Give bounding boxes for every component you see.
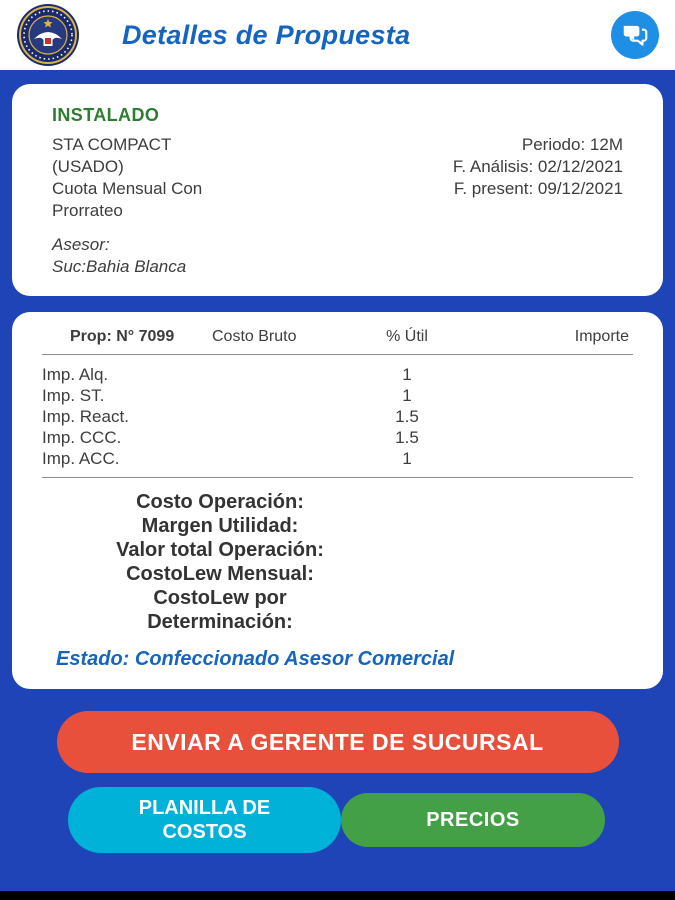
divider — [42, 477, 633, 478]
table-header — [42, 328, 633, 346]
periodo-value: Periodo: 12M — [521, 135, 623, 154]
chat-bubbles-icon — [620, 19, 650, 52]
table-row — [42, 427, 633, 448]
system-nav-bar — [0, 891, 675, 900]
chat-button[interactable] — [611, 11, 659, 59]
enviar-gerente-button[interactable]: ENVIAR A GERENTE DE SUCURSAL — [57, 711, 619, 773]
row-util: 1 — [402, 449, 412, 468]
row-costo — [212, 385, 352, 406]
product-name: STA COMPACT (USADO) — [52, 135, 172, 176]
sucursal-value: Suc:Bahia Blanca — [52, 257, 187, 276]
estado-text: Estado: Confeccionado Asesor Comercial — [56, 648, 455, 670]
bottom-button-row — [12, 773, 663, 853]
table-row — [42, 364, 633, 385]
row-util: 1 — [402, 386, 412, 405]
main-content — [0, 70, 675, 853]
table-row — [42, 406, 633, 427]
planilla-costos-button[interactable] — [68, 787, 341, 853]
precios-label: PRECIOS — [426, 808, 520, 831]
row-costo — [212, 427, 352, 448]
row-importe — [462, 406, 633, 427]
row-label: Imp. ACC. — [42, 449, 120, 468]
row-costo — [212, 364, 352, 385]
page-title: Detalles de Propuesta — [122, 19, 411, 50]
table-row — [42, 448, 633, 469]
row-util: 1.5 — [395, 407, 419, 426]
totals-block — [80, 490, 360, 634]
fecha-analisis: F. Análisis: 02/12/2021 — [452, 157, 623, 176]
row-label: Imp. React. — [42, 407, 129, 426]
divider — [42, 354, 633, 355]
row-util: 1.5 — [395, 428, 419, 447]
precios-button[interactable] — [341, 793, 605, 847]
row-util: 1 — [402, 365, 412, 384]
col-costo-bruto: Costo Bruto — [212, 328, 297, 345]
row-importe — [462, 427, 633, 448]
asesor-label: Asesor: — [52, 235, 110, 254]
row-importe — [462, 385, 633, 406]
row-costo — [212, 406, 352, 427]
seal-logo-icon — [16, 3, 80, 67]
planilla-costos-label: PLANILLA DE COSTOS — [138, 797, 271, 843]
row-label: Imp. ST. — [42, 386, 105, 405]
total-label: Margen Utilidad: — [141, 515, 299, 537]
col-prop: Prop: N° 7099 — [70, 328, 175, 345]
summary-card — [12, 84, 663, 296]
total-label: Valor total Operación: — [116, 539, 324, 561]
total-label: CostoLew por Determinación: — [147, 587, 293, 633]
total-label: CostoLew Mensual: — [126, 563, 314, 585]
row-importe — [462, 364, 633, 385]
row-label: Imp. Alq. — [42, 365, 109, 384]
col-util: % Útil — [386, 328, 428, 345]
billing-mode: Cuota Mensual Con Prorrateo — [52, 179, 203, 220]
total-label: Costo Operación: — [136, 491, 304, 513]
status-label: INSTALADO — [52, 105, 160, 125]
app-header — [0, 0, 675, 70]
table-row — [42, 385, 633, 406]
col-importe: Importe — [574, 328, 629, 345]
row-costo — [212, 448, 352, 469]
row-label: Imp. CCC. — [42, 428, 122, 447]
fecha-presentacion: F. present: 09/12/2021 — [453, 179, 623, 198]
detail-card — [12, 312, 663, 689]
row-importe — [462, 448, 633, 469]
